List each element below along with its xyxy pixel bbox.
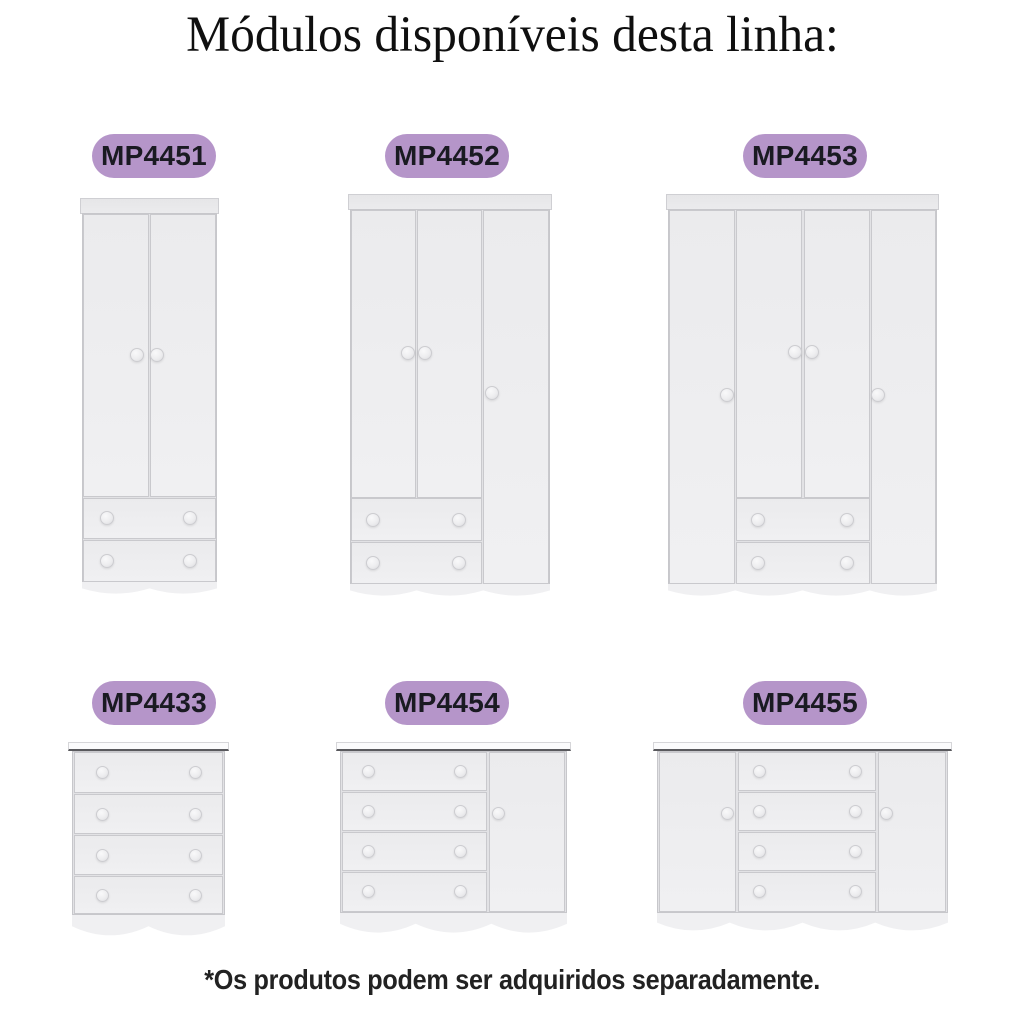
module-mp4451-wardrobe: [82, 198, 217, 598]
drawer-knob: [751, 556, 765, 570]
scalloped-base: [350, 584, 550, 600]
door-knob: [721, 807, 734, 820]
drawer-knob: [366, 513, 380, 527]
drawer-knob: [454, 845, 467, 858]
drawer-knob: [452, 556, 466, 570]
door-knob: [485, 386, 499, 400]
door-knob: [150, 348, 164, 362]
module-badge-mp4453: MP4453: [743, 134, 867, 178]
door-knob: [871, 388, 885, 402]
drawer-knob: [183, 511, 197, 525]
door-knob: [880, 807, 893, 820]
drawer-knob: [362, 765, 375, 778]
dresser-door: [878, 752, 946, 912]
module-badge-mp4451: MP4451: [92, 134, 216, 178]
drawer-knob: [454, 805, 467, 818]
scalloped-base: [657, 913, 948, 937]
drawer-knob: [849, 805, 862, 818]
dresser-top-board: [336, 742, 571, 751]
wardrobe-top-panel: [80, 198, 219, 214]
module-badge-mp4452: MP4452: [385, 134, 509, 178]
drawer-knob: [362, 805, 375, 818]
door-knob: [492, 807, 505, 820]
scalloped-base: [668, 584, 937, 600]
drawer-knob: [452, 513, 466, 527]
drawer-knob: [751, 513, 765, 527]
drawer-knob: [100, 554, 114, 568]
module-mp4455-dresser: [657, 742, 948, 937]
module-badge-mp4455: MP4455: [743, 681, 867, 725]
drawer-knob: [189, 808, 202, 821]
dresser-door: [659, 752, 736, 912]
drawer-knob: [96, 849, 109, 862]
drawer-knob: [183, 554, 197, 568]
drawer-knob: [753, 845, 766, 858]
drawer-knob: [189, 889, 202, 902]
drawer-knob: [840, 556, 854, 570]
scalloped-base: [82, 582, 217, 598]
module-mp4454-dresser: [340, 742, 567, 940]
door-knob: [788, 345, 802, 359]
drawer-knob: [849, 885, 862, 898]
door-knob: [720, 388, 734, 402]
module-mp4453-wardrobe: [668, 194, 937, 600]
module-badge-mp4454: MP4454: [385, 681, 509, 725]
drawer-knob: [189, 849, 202, 862]
drawer-knob: [96, 889, 109, 902]
drawer-knob: [362, 845, 375, 858]
page-title-text: Módulos disponíveis desta linha:: [185, 7, 839, 63]
drawer-knob: [100, 511, 114, 525]
drawer-knob: [454, 765, 467, 778]
page-title: [0, 4, 1024, 66]
wardrobe-top-panel: [666, 194, 939, 210]
drawer-knob: [96, 766, 109, 779]
door-knob: [130, 348, 144, 362]
drawer-knob: [362, 885, 375, 898]
drawer-knob: [454, 885, 467, 898]
module-mp4433-dresser: [72, 742, 225, 943]
footnote-text: *Os produtos podem ser adquiridos separadamente.: [204, 964, 820, 995]
door-knob: [805, 345, 819, 359]
drawer-knob: [849, 765, 862, 778]
footnote: [0, 964, 1024, 996]
dresser-top-board: [68, 742, 229, 751]
drawer-knob: [849, 845, 862, 858]
drawer-knob: [753, 885, 766, 898]
dresser-top-board: [653, 742, 952, 751]
door-knob: [401, 346, 415, 360]
dresser-door: [489, 752, 565, 912]
drawer-knob: [753, 765, 766, 778]
door-knob: [418, 346, 432, 360]
drawer-knob: [366, 556, 380, 570]
scalloped-base: [72, 915, 225, 943]
drawer-knob: [840, 513, 854, 527]
wardrobe-top-panel: [348, 194, 552, 210]
drawer-knob: [753, 805, 766, 818]
module-badge-mp4433: MP4433: [92, 681, 216, 725]
drawer-knob: [96, 808, 109, 821]
drawer-knob: [189, 766, 202, 779]
module-mp4452-wardrobe: [350, 194, 550, 600]
scalloped-base: [340, 913, 567, 940]
